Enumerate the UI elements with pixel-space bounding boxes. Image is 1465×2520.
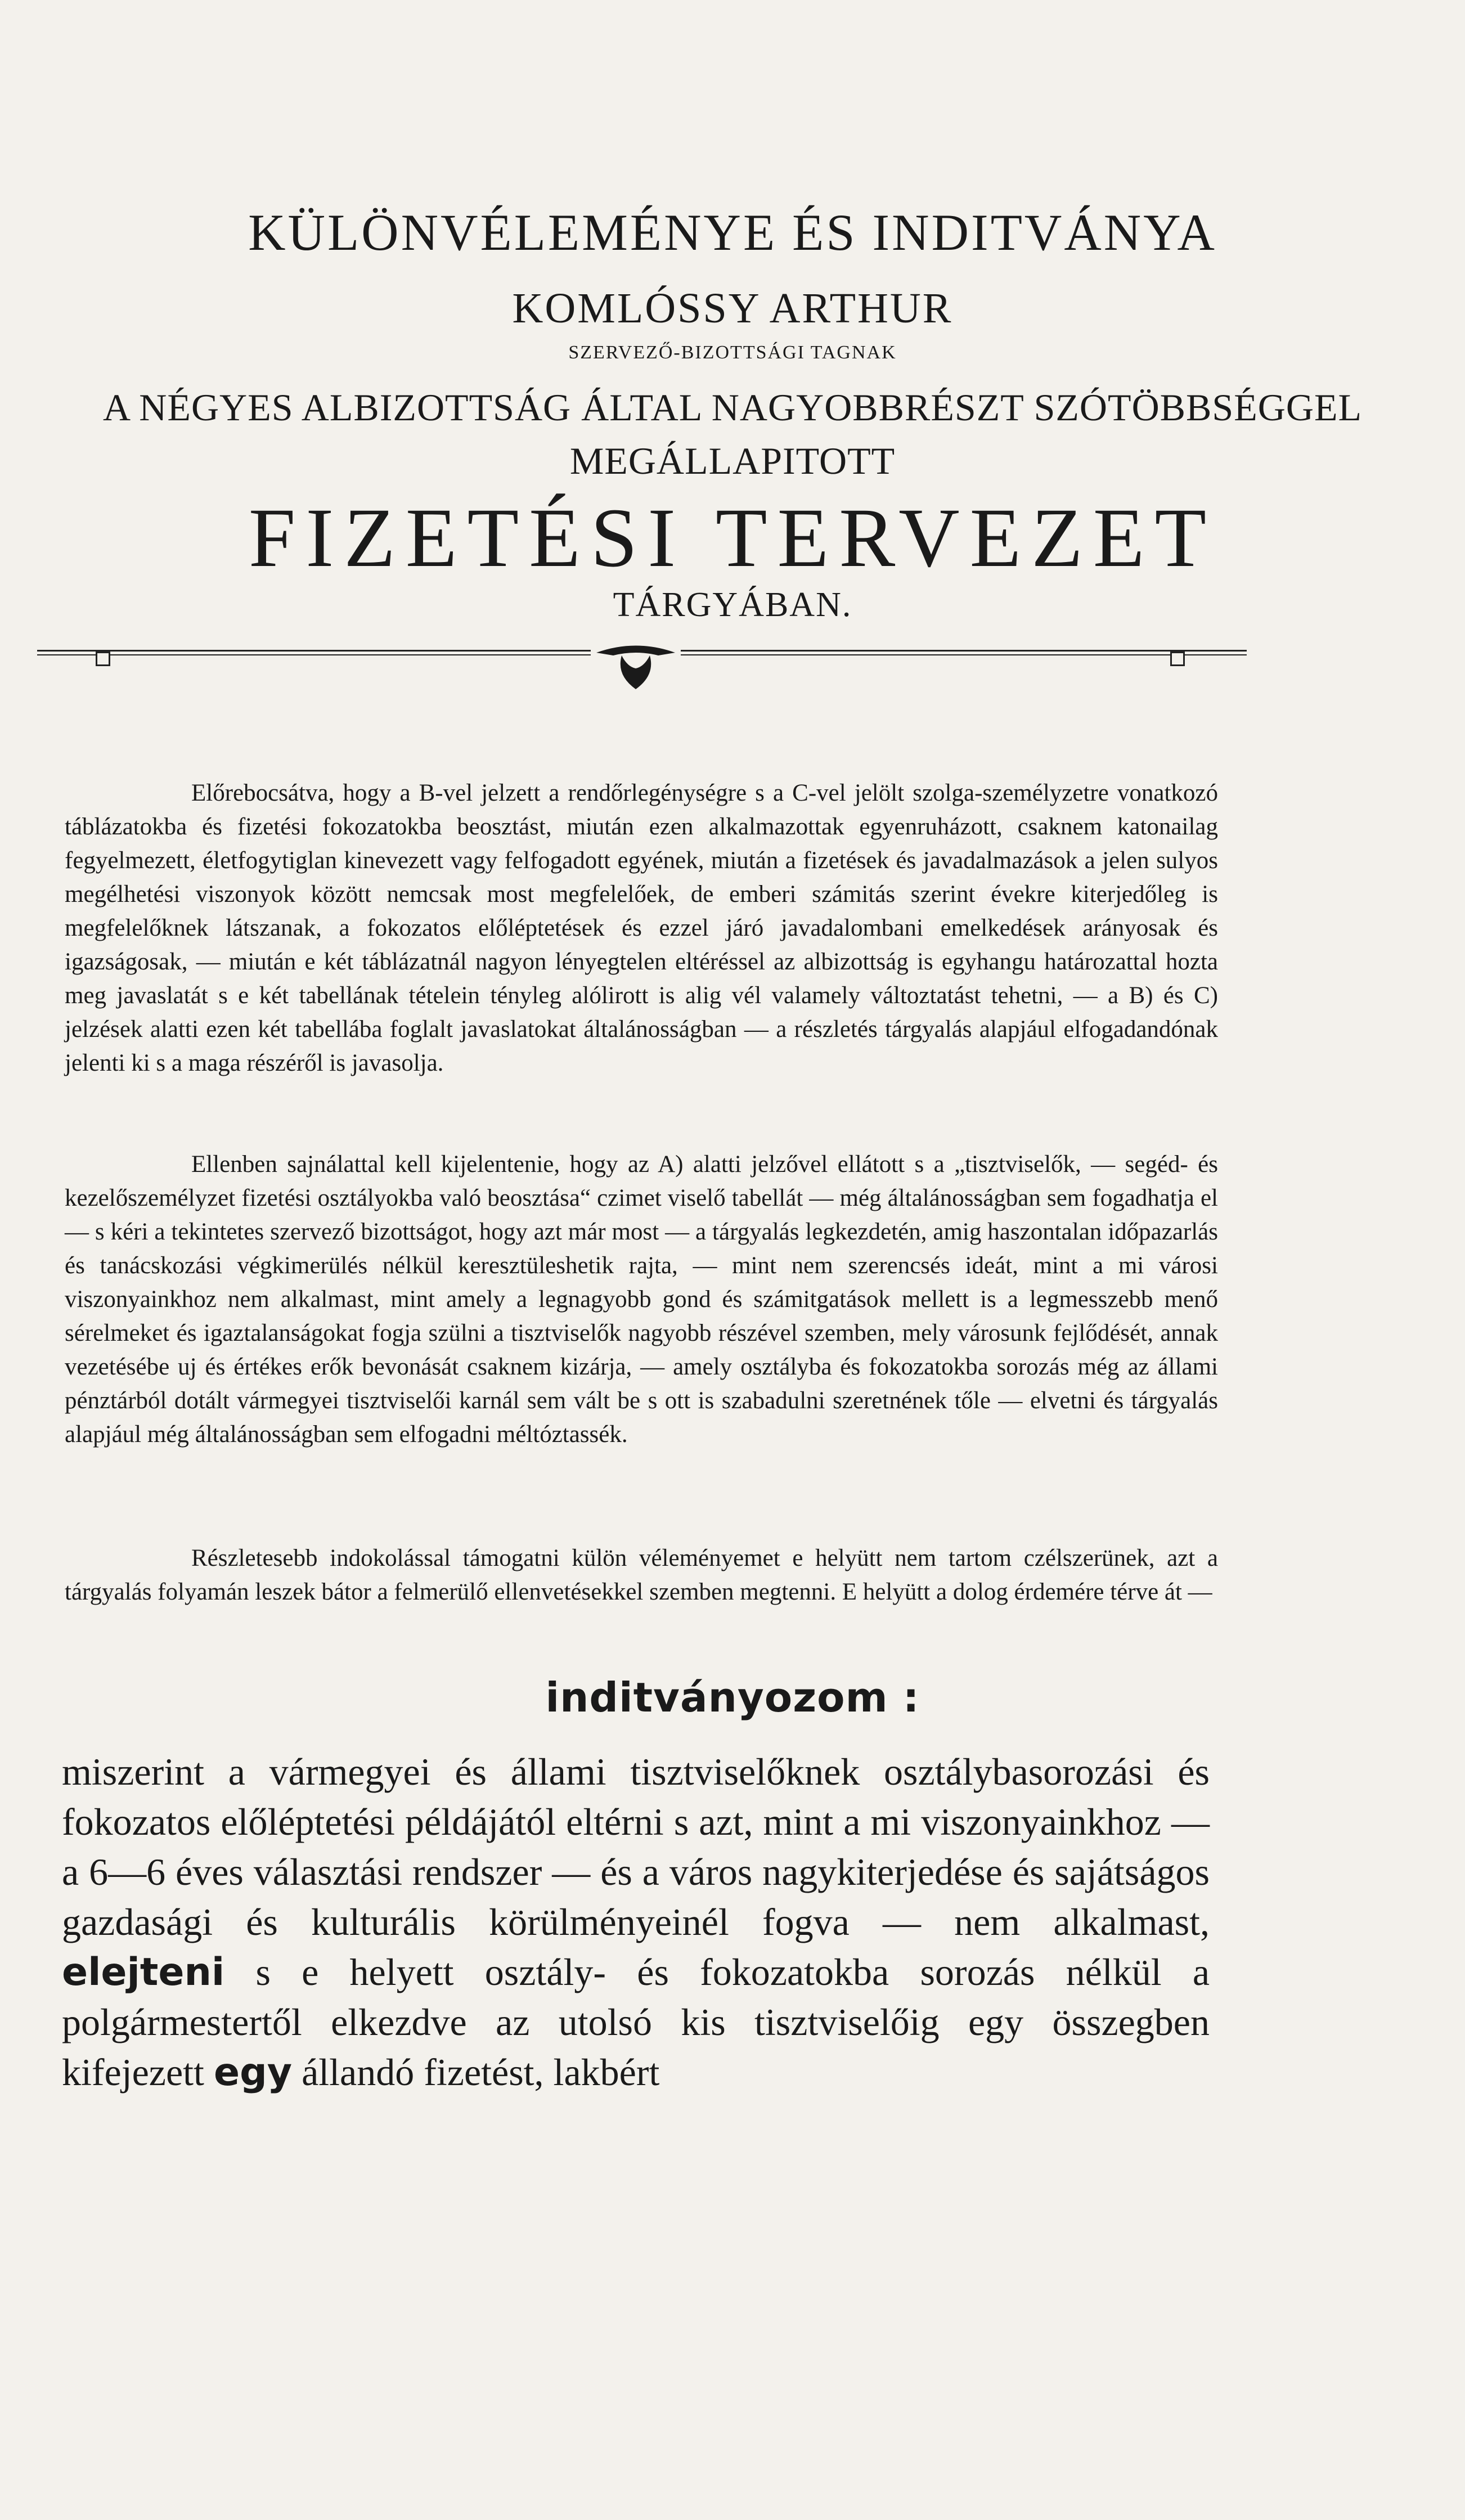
motion-text-part1: miszerint a vármegyei és állami tisztviselőknek osztálybasorozási és fokozatos előléptetési példájától eltérni s azt, mint a mi viszonyainkhoz — a 6—6 éves választási rendszer — és a város nagykiterjedése és sajátságos gazdasági és kulturális körülményeinél fogva — nem alkalmast, xyxy=(62,1750,1210,1943)
document-heading: KÜLÖNVÉLEMÉNYE ÉS INDITVÁNYA xyxy=(248,204,1217,261)
motion-text-part3: állandó fizetést, lakbért xyxy=(302,2051,660,2094)
heading-line-3: A NÉGYES ALBIZOTTSÁG ÁLTAL NAGYOBBRÉSZT SZÓTÖBBSÉGGEL xyxy=(102,386,1363,429)
motion-bold-elejteni: elejteni xyxy=(62,1950,225,1995)
motion-heading: inditványozom : xyxy=(545,1674,920,1721)
rule-end-square-right xyxy=(1170,652,1185,666)
paragraph-2: Ellenben sajnálattal kell kijelentenie, hogy az A) alatti jelzővel ellátott s a „tisztviselők, — segéd- és kezelőszemélyzet fizetési osztályokba való beosztása“ czimet viselő tabellát — még általánosságban sem fogadhatja el — s kéri a tekintetes szervező bizottságot, hogy azt már most — a tárgyalás legkezdetén, amig haszontalan időpazarlás és tanácskozási végkimerülés nélkül keresztüleshetik rajta, — mint nem szerencsés ideát, mint a mi városi viszonyainkhoz nem alkalmast, mint amely a legnagyobb gond és számitgatások mellett is a legmesszebb menő sérelmeket és igaztalanságokat fogja szülni a tisztviselők nagyobb részével szemben, mely városunk fejlődését, annak vezetésébe uj és értékes erők bevonását csaknem kizárja, — amely osztályba és fokozatokba sorozás még az állami pénztárból dotált vármegyei tisztviselői karnál sem vált be s ott is szabadulni szeretnének tőle — elvetni és tárgyalás alapjául még általánosságban sem elfogadni méltóztassék. xyxy=(65,1151,1218,1448)
subtitle: TÁRGYÁBAN. xyxy=(613,586,852,624)
rule-end-square-left xyxy=(96,652,110,666)
heading-line-4: MEGÁLLAPITOTT xyxy=(569,439,896,482)
author-name: KOMLÓSSY ARTHUR xyxy=(512,285,953,332)
ornament-icon xyxy=(591,641,681,692)
motion-text xyxy=(62,1747,1210,2097)
paragraph-1: Előrebocsátva, hogy a B-vel jelzett a rendőrlegénységre s a C-vel jelölt szolga-személyzetre vonatkozó táblázatokba és fizetési fokozatokba beosztást, miután ezen alkalmazottak egyenruházott, csaknem katonailag fegyelmezett, életfogytiglan kinevezett vagy felfogadott egyének, miután a fizetések és javadalmazások a jelen sulyos megélhetési viszonyok között nemcsak most megfelelőek, de emberi számitás szerint évekre kiterjedőleg is megfelelőknek látszanak, a fokozatos előléptetések és ezzel járó javadalombani emelkedések arányosak és igazságosak, — miután e két táblázatnál nagyon lényegtelen eltéréssel az albizottság is egyhangu határozattal hozta meg javaslatát s e két tabellának tételein tényleg alólirott is alig vél valamely változtatást tehetni, — a B) és C) jelzések alatti ezen két tabellába foglalt javaslatokat általánosságban — a részletés tárgyalás alapjául elfogadandónak jelenti ki s a maga részéről is javasolja. xyxy=(65,780,1218,1076)
main-title: FIZETÉSI TERVEZET xyxy=(248,491,1217,585)
motion-text-part2: s e helyett osztály- és fokozatokba sorozás nélkül a polgármestertől elkezdve az utolsó kis tisztviselőig egy összegben kifejezett xyxy=(62,1951,1210,2094)
motion-bold-egy: egy xyxy=(213,2050,293,2095)
paragraph-3: Részletesebb indokolással támogatni külön véleményemet e helyütt nem tartom czélszerünek, azt a tárgyalás folyamán leszek bátor a felmerülő ellenvetésekkel szemben megtenni. E helyütt a dolog érdemére térve át — xyxy=(65,1545,1218,1605)
author-role: SZERVEZŐ-BIZOTTSÁGI TAGNAK xyxy=(568,342,897,363)
